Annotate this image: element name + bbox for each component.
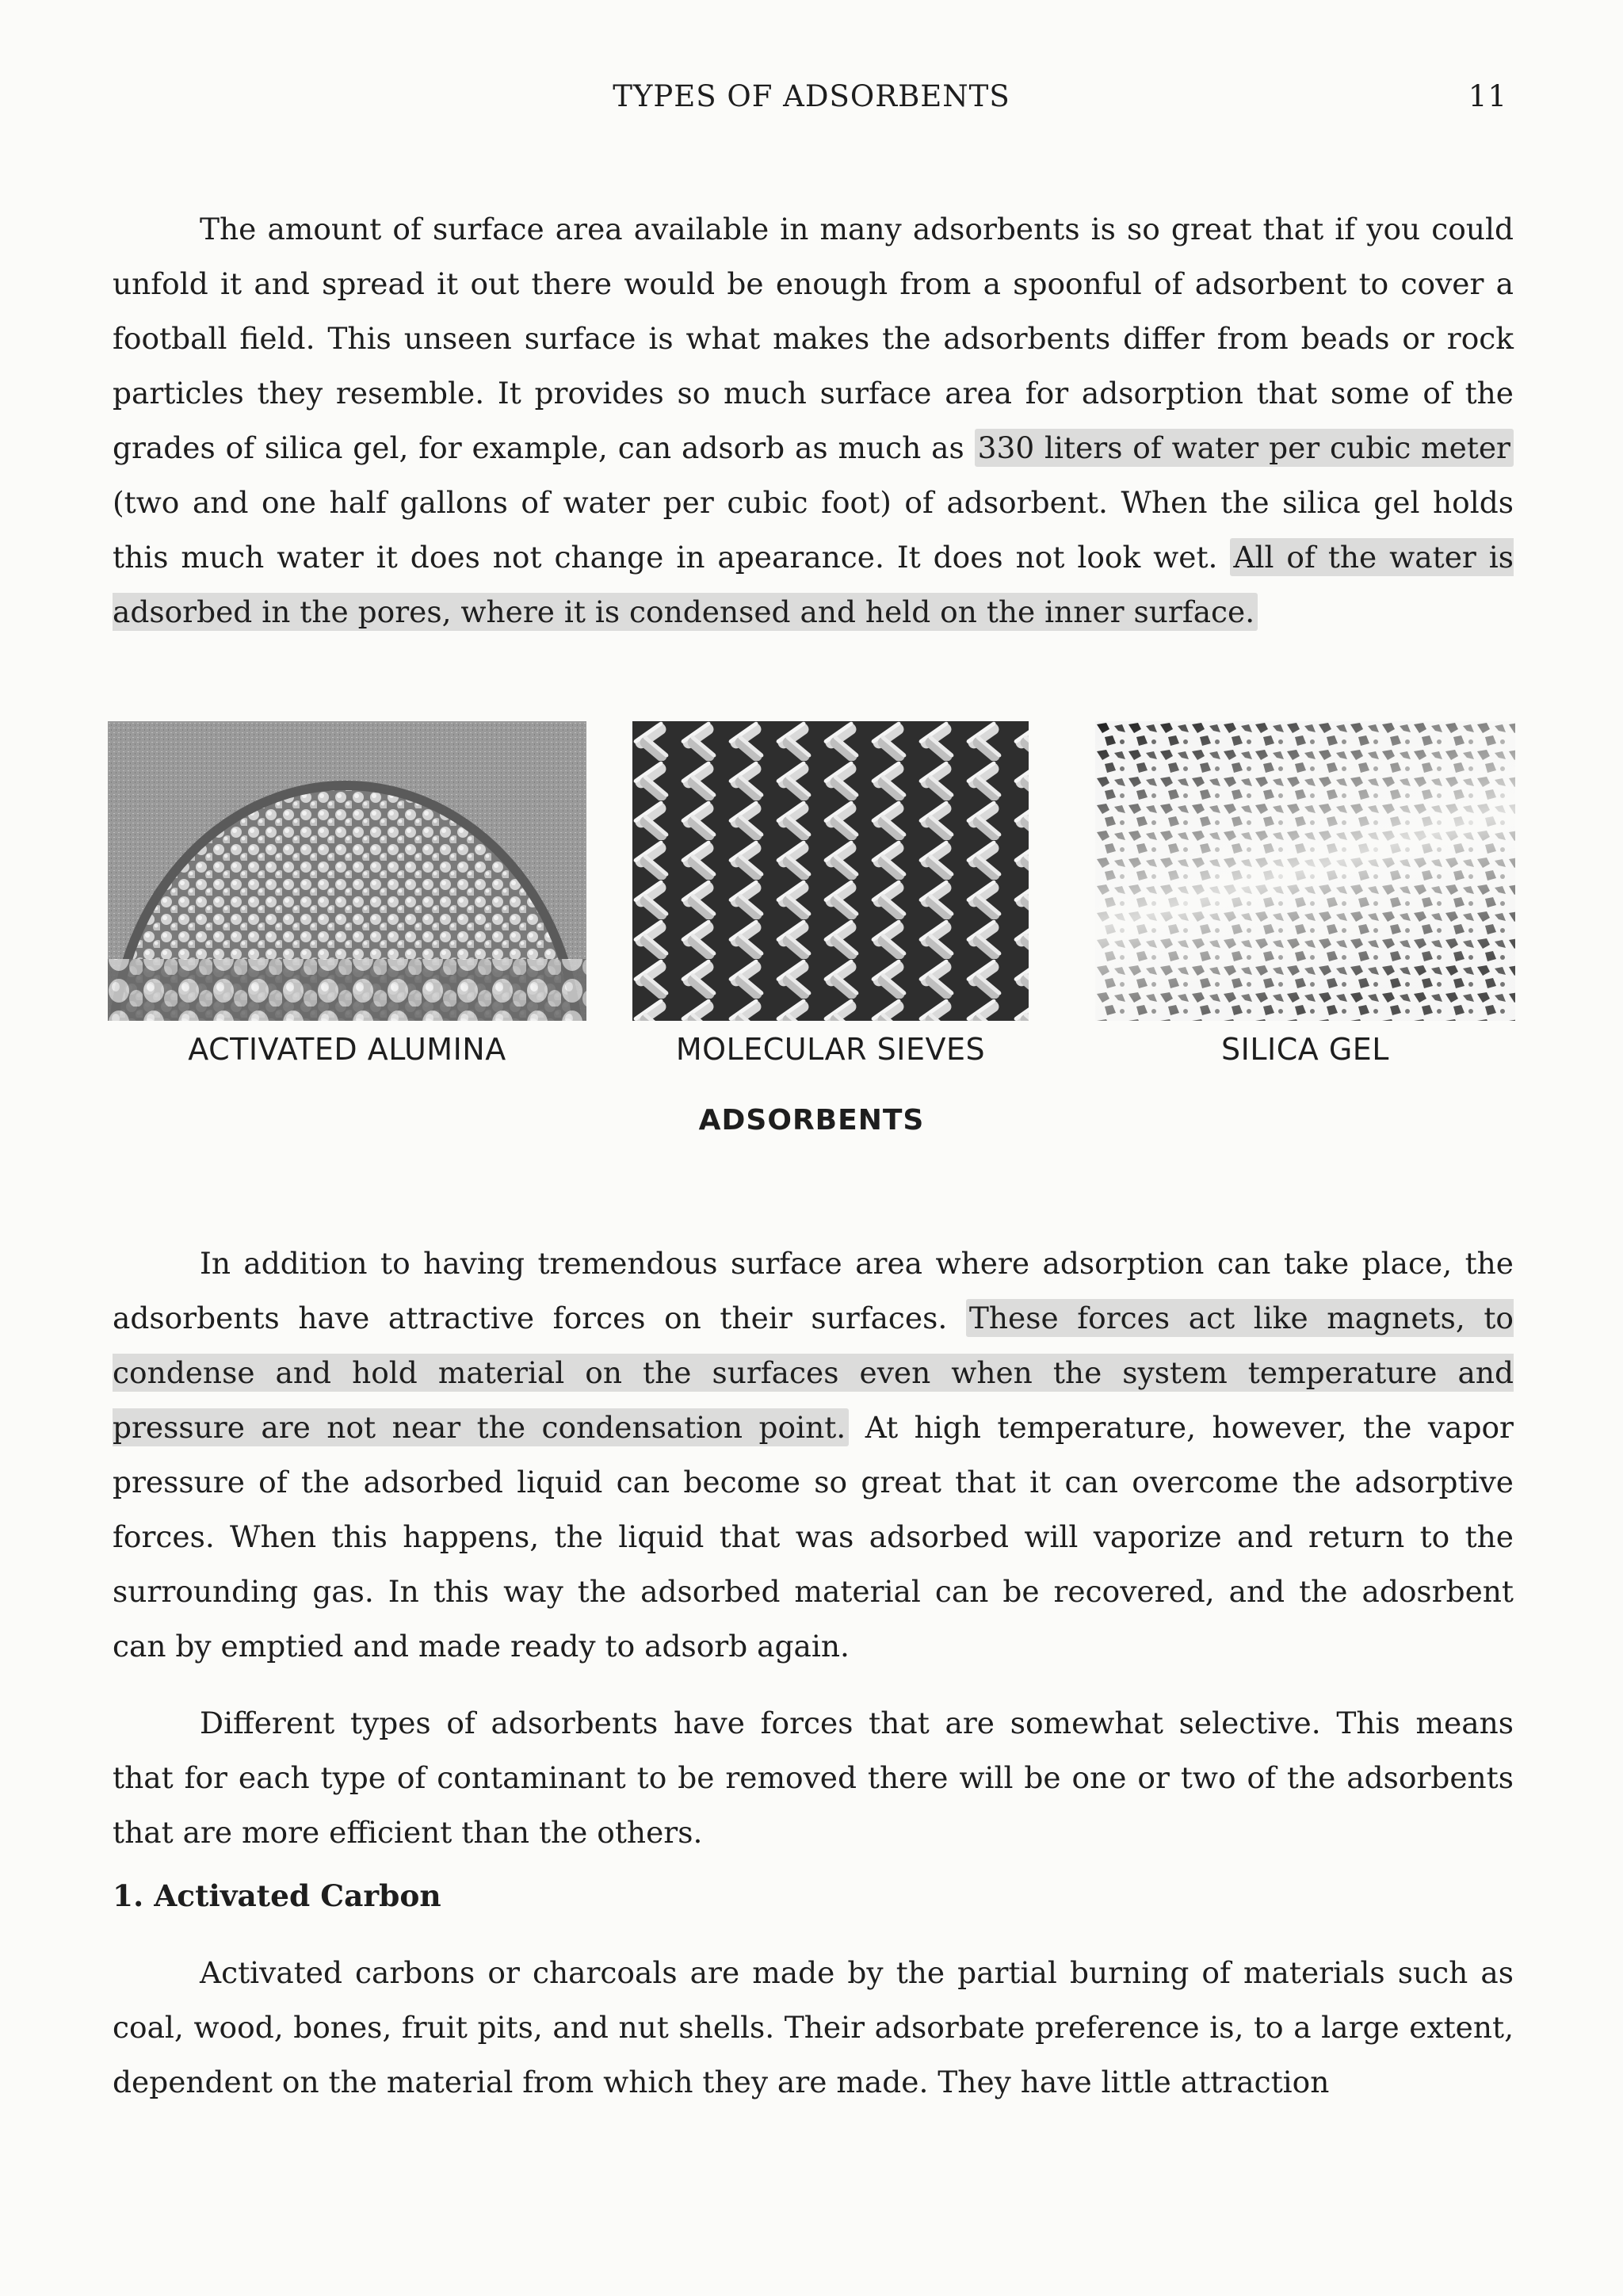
highlighted-text: These forces act like magnets, to condense and hold material on the surfaces even when the system temperature and pressure are not near the condensation point.	[113, 1301, 1514, 1445]
molecular-sieves-photo	[632, 721, 1029, 1021]
highlighted-text: All of the water is adsorbed in the pores, where it is condensed and held on the inner surface.	[113, 540, 1514, 629]
figure-title: ADSORBENTS	[698, 1104, 925, 1137]
activated-alumina-photo	[108, 721, 586, 1021]
paragraph-text: (two and one half gallons of water per cubic foot) of adsorbent. When the silica gel holds this much water it does not change in apearance. It does not look wet.	[113, 485, 1514, 575]
caption-molecular-sieves: MOLECULAR SIEVES	[675, 1032, 986, 1067]
caption-silica-gel: SILICA GEL	[1221, 1032, 1389, 1067]
paragraph-text: In addition to having tremendous surface area where adsorption can take place, the adsorbents have attractive forces on their surfaces.	[113, 1246, 1514, 1335]
highlighted-text: 330 liters of water per cubic meter	[975, 429, 1514, 467]
paragraph-text: The amount of surface area available in many adsorbents is so great that if you could unfold it and spread it out there would be enough from a spoonful of adsorbent to cover a football field. This unseen surface is what makes the adsorbents differ from beads or rock particles they resemble. It provides so much surface area for adsorption that some of the grades of silica gel, for example, can adsorb as much as	[113, 212, 1514, 465]
section-heading: 1. Activated Carbon	[113, 1878, 441, 1913]
running-header	[0, 79, 1623, 119]
paragraph-selectivity: Different types of adsorbents have forces that are somewhat selective. This means that for each type of contaminant to be removed there will be one or two of the adsorbents that are more efficient than the others.	[113, 1706, 1514, 1850]
paragraph-text: At high temperature, however, the vapor pressure of the adsorbed liquid can become so great that it can overcome the adsorptive forces. When this happens, the liquid that was adsorbed will vaporize and return to the surrounding gas. In this way the adsorbed material can be recovered, and the adosrbent can by emptied and made ready to adsorb again.	[113, 1410, 1514, 1664]
caption-activated-alumina: ACTIVATED ALUMINA	[188, 1032, 506, 1067]
running-title: TYPES OF ADSORBENTS	[613, 79, 1010, 113]
paragraph-surface-area	[113, 202, 1514, 640]
silica-gel-photo	[1095, 721, 1515, 1021]
page-number: 11	[1468, 79, 1507, 113]
paragraph-attractive-forces	[113, 1236, 1514, 1674]
paragraph-activated-carbon: Activated carbons or charcoals are made by the partial burning of materials such as coal, wood, bones, fruit pits, and nut shells. Their adsorbate preference is, to a large extent, dependent on the material from which they are made. They have little attraction	[113, 1955, 1514, 2099]
